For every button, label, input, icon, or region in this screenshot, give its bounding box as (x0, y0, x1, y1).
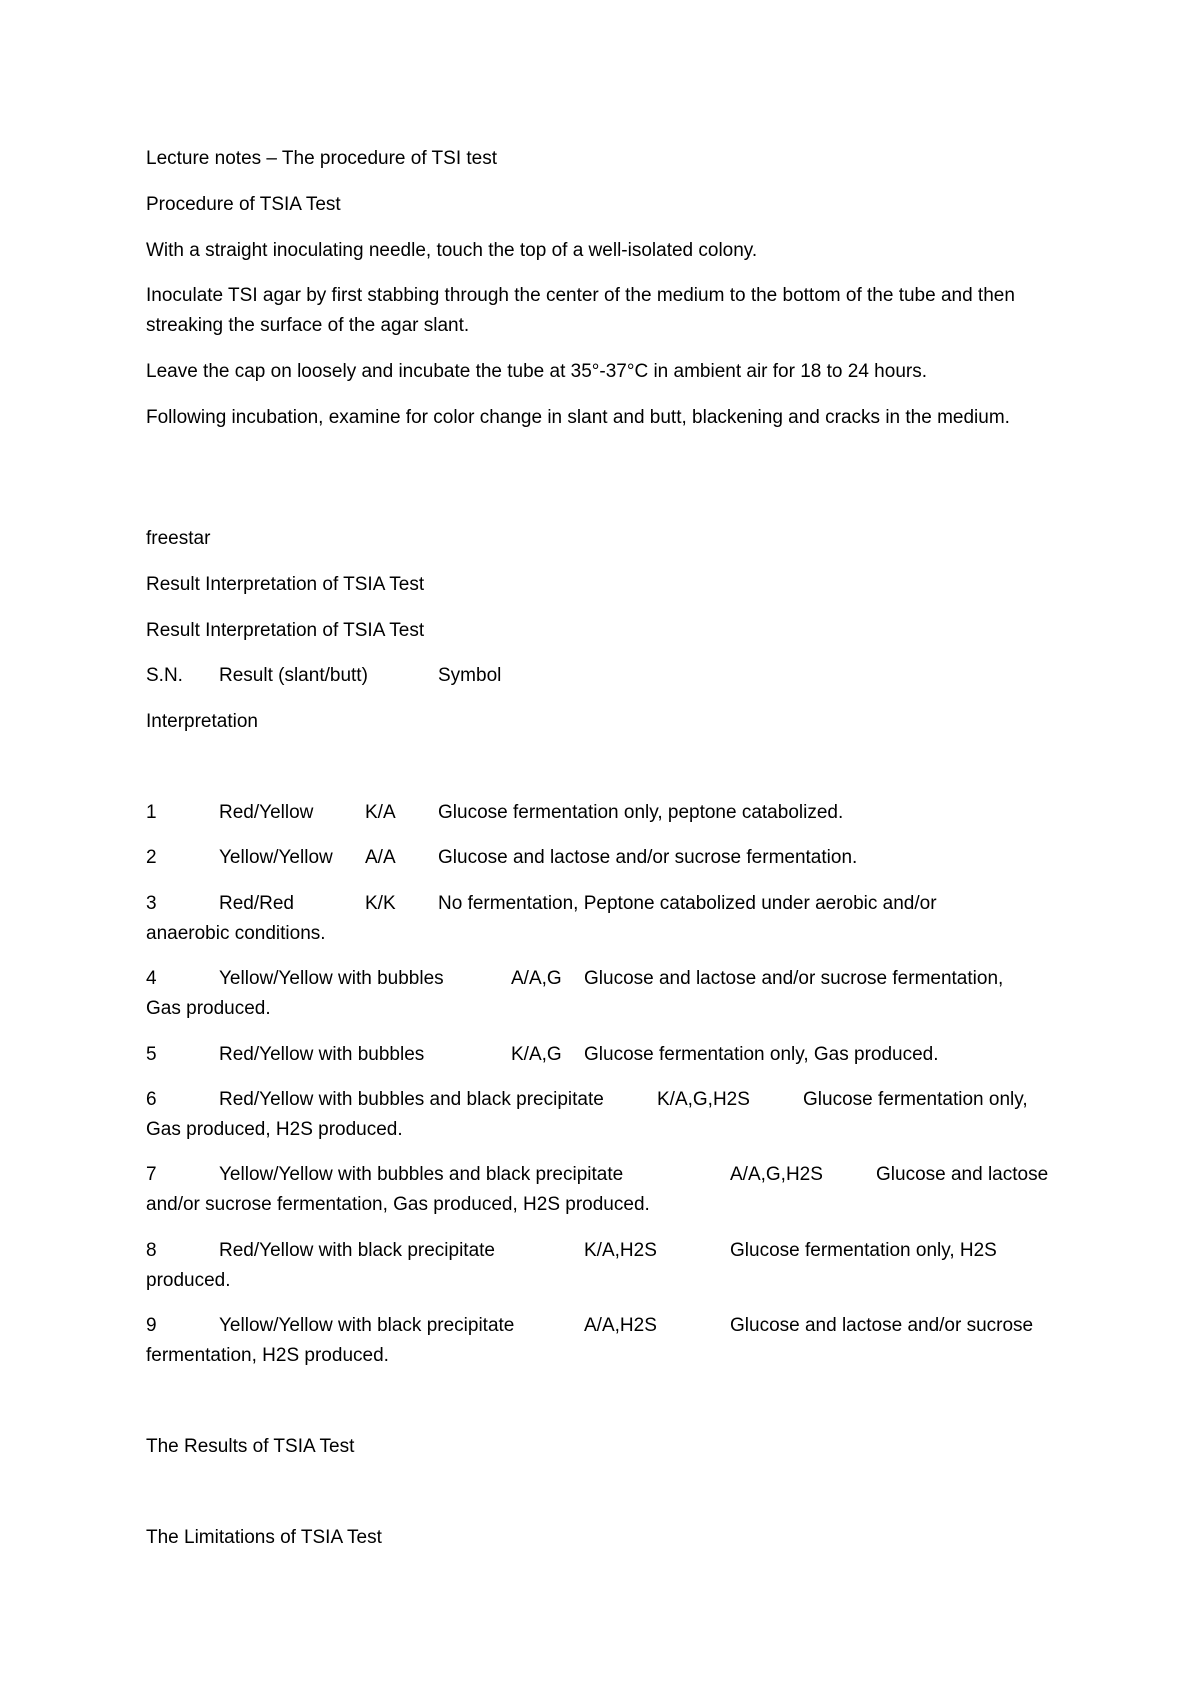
row-result: Yellow/Yellow with black precipitate (219, 1315, 515, 1336)
row-result: Red/Red (219, 893, 294, 914)
procedure-step-2: Inoculate TSI agar by first stabbing through the center of the medium to the bottom of the tube and then streaking the surface of the agar slant. (146, 285, 1015, 336)
table-row (146, 1040, 1076, 1070)
row-symbol: K/A (365, 802, 396, 823)
row-result: Yellow/Yellow (219, 847, 333, 868)
row-interpretation-continued: produced. (146, 1270, 231, 1291)
header-result: Result (slant/butt) (219, 665, 368, 686)
row-result: Red/Yellow with bubbles (219, 1044, 425, 1065)
row-sn: 6 (146, 1089, 157, 1110)
table-row (146, 798, 1076, 828)
row-interpretation: Glucose fermentation only, (803, 1089, 1028, 1110)
row-sn: 8 (146, 1240, 157, 1261)
header-sn: S.N. (146, 665, 183, 686)
row-result: Red/Yellow with bubbles and black precipitate (219, 1089, 604, 1110)
row-interpretation-continued: anaerobic conditions. (146, 923, 326, 944)
header-interpretation: Interpretation (146, 711, 258, 732)
limitations-heading: The Limitations of TSIA Test (146, 1527, 382, 1548)
row-interpretation: Glucose and lactose (876, 1164, 1049, 1185)
procedure-step-3: Leave the cap on loosely and incubate the tube at 35°-37°C in ambient air for 18 to 24 hours. (146, 361, 927, 382)
row-symbol: K/A,G (511, 1044, 562, 1065)
row-interpretation-continued: and/or sucrose fermentation, Gas produced, H2S produced. (146, 1194, 650, 1215)
row-symbol: A/A,G,H2S (730, 1164, 823, 1185)
row-symbol: K/A,H2S (584, 1240, 657, 1261)
row-result: Red/Yellow (219, 802, 314, 823)
table-row (146, 843, 1076, 873)
table-row (146, 1085, 1076, 1145)
row-sn: 5 (146, 1044, 157, 1065)
procedure-heading: Procedure of TSIA Test (146, 194, 341, 215)
row-symbol: A/A,G (511, 968, 562, 989)
header-symbol: Symbol (438, 665, 502, 686)
row-sn: 3 (146, 893, 157, 914)
procedure-step-4: Following incubation, examine for color change in slant and butt, blackening and cracks in the medium. (146, 407, 1010, 428)
row-interpretation: Glucose and lactose and/or sucrose fermentation. (438, 847, 858, 868)
table-row (146, 1160, 1076, 1220)
row-symbol: A/A,H2S (584, 1315, 657, 1336)
row-interpretation: Glucose fermentation only, Gas produced. (584, 1044, 939, 1065)
table-row (146, 889, 1076, 949)
document-title: Lecture notes – The procedure of TSI test (146, 148, 498, 169)
row-interpretation: Glucose fermentation only, H2S (730, 1240, 997, 1261)
result-heading-repeat: Result Interpretation of TSIA Test (146, 620, 425, 641)
results-heading: The Results of TSIA Test (146, 1436, 355, 1457)
table-row (146, 1236, 1076, 1296)
row-interpretation: No fermentation, Peptone catabolized under aerobic and/or (438, 893, 937, 914)
row-sn: 1 (146, 802, 157, 823)
freestar-text: freestar (146, 528, 211, 549)
row-interpretation-continued: Gas produced. (146, 998, 271, 1019)
row-interpretation-continued: Gas produced, H2S produced. (146, 1119, 403, 1140)
row-sn: 7 (146, 1164, 157, 1185)
procedure-step-1: With a straight inoculating needle, touch the top of a well-isolated colony. (146, 240, 758, 261)
row-result: Yellow/Yellow with bubbles (219, 968, 444, 989)
row-sn: 9 (146, 1315, 157, 1336)
result-heading: Result Interpretation of TSIA Test (146, 574, 425, 595)
table-row (146, 1311, 1076, 1371)
row-result: Yellow/Yellow with bubbles and black precipitate (219, 1164, 624, 1185)
row-interpretation: Glucose and lactose and/or sucrose (730, 1315, 1034, 1336)
table-row (146, 964, 1076, 1024)
row-sn: 2 (146, 847, 157, 868)
row-symbol: K/K (365, 893, 396, 914)
row-interpretation: Glucose and lactose and/or sucrose fermentation, (584, 968, 1004, 989)
row-interpretation: Glucose fermentation only, peptone catabolized. (438, 802, 844, 823)
row-symbol: K/A,G,H2S (657, 1089, 750, 1110)
row-symbol: A/A (365, 847, 396, 868)
row-interpretation-continued: fermentation, H2S produced. (146, 1345, 389, 1366)
row-sn: 4 (146, 968, 157, 989)
table-header (146, 661, 1076, 691)
row-result: Red/Yellow with black precipitate (219, 1240, 496, 1261)
